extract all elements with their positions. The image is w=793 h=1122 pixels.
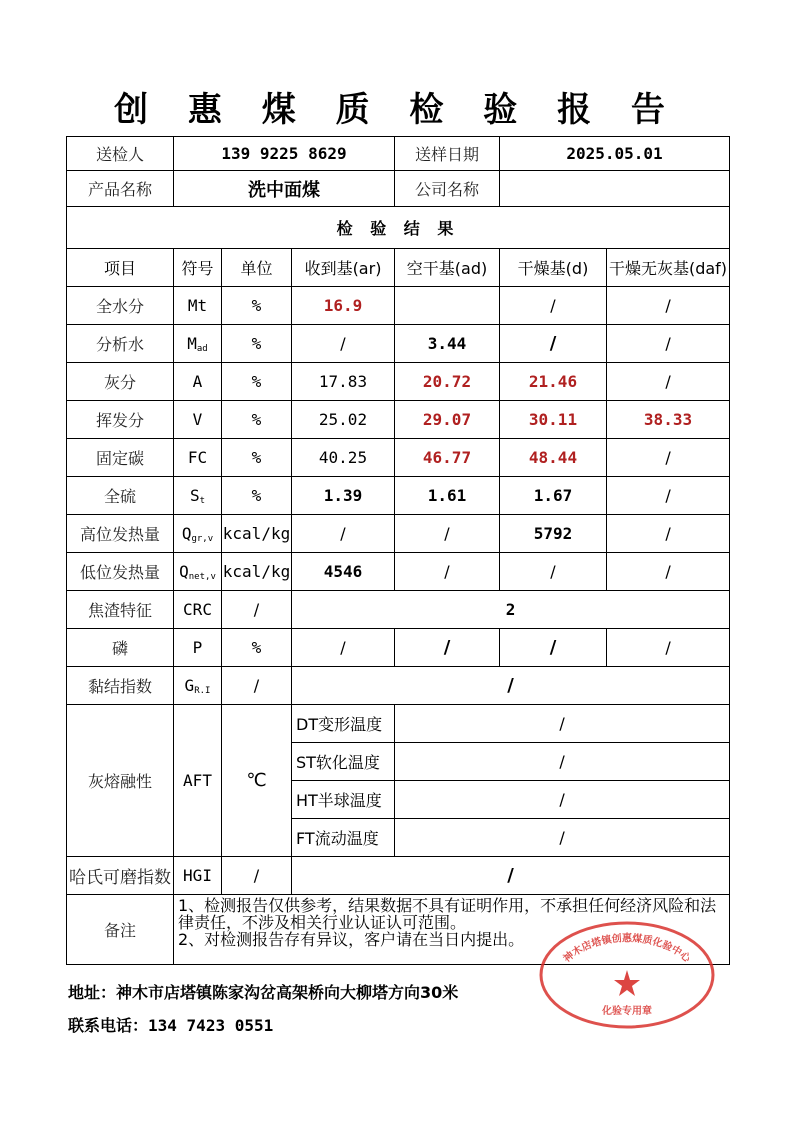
star-icon bbox=[614, 970, 640, 996]
aft-st-label: ST软化温度 bbox=[292, 743, 395, 781]
value-d: 1.67 bbox=[500, 477, 607, 515]
item-name: 磷 bbox=[67, 629, 174, 667]
value-daf: 38.33 bbox=[607, 401, 730, 439]
aft-dt-label: DT变形温度 bbox=[292, 705, 395, 743]
item-unit: % bbox=[222, 401, 292, 439]
row-aft-dt bbox=[67, 705, 730, 743]
value-ar: 16.9 bbox=[292, 287, 395, 325]
aft-st-value: / bbox=[395, 743, 730, 781]
value-d: 5792 bbox=[500, 515, 607, 553]
item-symbol: $Q_{gr,v}$ bbox=[174, 515, 222, 553]
row-gri bbox=[67, 667, 730, 705]
item-unit: % bbox=[222, 477, 292, 515]
value-ar: / bbox=[292, 325, 395, 363]
results-title: 检 验 结 果 bbox=[67, 207, 730, 249]
value-d: / bbox=[500, 325, 607, 363]
aft-ht-value: / bbox=[395, 781, 730, 819]
row-volatile bbox=[67, 401, 730, 439]
item-symbol: A bbox=[174, 363, 222, 401]
notes-line-2: 2、对检测报告存有异议，客户请在当日内提出。 bbox=[178, 930, 525, 949]
value-ar: / bbox=[292, 515, 395, 553]
date-label: 送样日期 bbox=[395, 137, 500, 171]
row-net-calorific bbox=[67, 553, 730, 591]
item-unit: ℃ bbox=[222, 705, 292, 857]
value-ar: 40.25 bbox=[292, 439, 395, 477]
value-daf: / bbox=[607, 325, 730, 363]
header-row-product bbox=[67, 171, 730, 207]
product-value: 洗中面煤 bbox=[174, 171, 395, 207]
value-merged: / bbox=[292, 667, 730, 705]
value-daf: / bbox=[607, 553, 730, 591]
item-name: 全硫 bbox=[67, 477, 174, 515]
item-unit: % bbox=[222, 287, 292, 325]
item-unit: kcal/kg bbox=[222, 515, 292, 553]
item-symbol: $G_{R.I}$ bbox=[174, 667, 222, 705]
product-label: 产品名称 bbox=[67, 171, 174, 207]
value-ad: 20.72 bbox=[395, 363, 500, 401]
item-name: 灰分 bbox=[67, 363, 174, 401]
value-ad bbox=[395, 287, 500, 325]
aft-ht-label: HT半球温度 bbox=[292, 781, 395, 819]
item-unit: / bbox=[222, 667, 292, 705]
value-d: / bbox=[500, 629, 607, 667]
item-symbol: $Q_{net,v}$ bbox=[174, 553, 222, 591]
item-symbol: $S_t$ bbox=[174, 477, 222, 515]
item-name: 黏结指数 bbox=[67, 667, 174, 705]
value-daf: / bbox=[607, 515, 730, 553]
row-phosphorus bbox=[67, 629, 730, 667]
value-d: / bbox=[500, 553, 607, 591]
item-unit: % bbox=[222, 363, 292, 401]
value-d: 48.44 bbox=[500, 439, 607, 477]
svg-text:神木店塔镇创惠煤质化验中心 bbox=[560, 931, 694, 965]
value-d: 30.11 bbox=[500, 401, 607, 439]
item-symbol: CRC bbox=[174, 591, 222, 629]
official-stamp bbox=[538, 920, 716, 1030]
value-daf: / bbox=[607, 477, 730, 515]
header-row-submitter bbox=[67, 137, 730, 171]
date-value: 2025.05.01 bbox=[500, 137, 730, 171]
value-ad: / bbox=[395, 629, 500, 667]
company-label: 公司名称 bbox=[395, 171, 500, 207]
aft-ft-value: / bbox=[395, 819, 730, 857]
notes-label: 备注 bbox=[67, 895, 174, 965]
value-ar: 17.83 bbox=[292, 363, 395, 401]
phone-value: 134 7423 0551 bbox=[148, 1016, 274, 1035]
value-ad: 29.07 bbox=[395, 401, 500, 439]
submitter-label: 送检人 bbox=[67, 137, 174, 171]
col-daf: 干燥无灰基(daf) bbox=[607, 249, 730, 287]
aft-ft-label: FT流动温度 bbox=[292, 819, 395, 857]
value-merged: / bbox=[292, 857, 730, 895]
row-hgi bbox=[67, 857, 730, 895]
item-name: 高位发热量 bbox=[67, 515, 174, 553]
col-unit: 单位 bbox=[222, 249, 292, 287]
col-ad: 空干基(ad) bbox=[395, 249, 500, 287]
item-name: 灰熔融性 bbox=[67, 705, 174, 857]
item-name: 低位发热量 bbox=[67, 553, 174, 591]
row-ash bbox=[67, 363, 730, 401]
item-unit: / bbox=[222, 591, 292, 629]
value-ad: / bbox=[395, 515, 500, 553]
value-ad: / bbox=[395, 553, 500, 591]
value-ad: 46.77 bbox=[395, 439, 500, 477]
item-name: 固定碳 bbox=[67, 439, 174, 477]
item-symbol: Mt bbox=[174, 287, 222, 325]
item-unit: % bbox=[222, 439, 292, 477]
item-name: 哈氏可磨指数 bbox=[67, 857, 174, 895]
stamp-arc-text: 神木店塔镇创惠煤质化验中心 bbox=[561, 933, 693, 965]
stamp-bottom-text: 化验专用章 bbox=[602, 1006, 652, 1017]
col-d: 干燥基(d) bbox=[500, 249, 607, 287]
value-ar: 25.02 bbox=[292, 401, 395, 439]
item-symbol: AFT bbox=[174, 705, 222, 857]
footer-address: 地址：神木市店塔镇陈家沟岔高架桥向大柳塔方向30米 bbox=[68, 983, 459, 1002]
company-value bbox=[500, 171, 730, 207]
value-daf: / bbox=[607, 363, 730, 401]
item-name: 全水分 bbox=[67, 287, 174, 325]
col-item: 项目 bbox=[67, 249, 174, 287]
report-table bbox=[66, 136, 730, 965]
item-symbol: V bbox=[174, 401, 222, 439]
value-daf: / bbox=[607, 629, 730, 667]
item-name: 挥发分 bbox=[67, 401, 174, 439]
item-symbol: $M_{ad}$ bbox=[174, 325, 222, 363]
value-d: / bbox=[500, 287, 607, 325]
item-unit: % bbox=[222, 325, 292, 363]
value-daf: / bbox=[607, 439, 730, 477]
report-title: 创 惠 煤 质 检 验 报 告 bbox=[114, 90, 679, 130]
col-ar: 收到基(ar) bbox=[292, 249, 395, 287]
row-total-sulfur bbox=[67, 477, 730, 515]
item-name: 焦渣特征 bbox=[67, 591, 174, 629]
column-header-row bbox=[67, 249, 730, 287]
notes-line-1: 1、检测报告仅供参考，结果数据不具有证明作用，不承担任何经济风险和法律责任，不涉及相关行业认证认可范围。 bbox=[178, 896, 717, 932]
item-symbol: P bbox=[174, 629, 222, 667]
value-d: 21.46 bbox=[500, 363, 607, 401]
phone-label: 联系电话： bbox=[68, 1016, 149, 1035]
value-ar: / bbox=[292, 629, 395, 667]
aft-dt-value: / bbox=[395, 705, 730, 743]
value-ar: 1.39 bbox=[292, 477, 395, 515]
item-unit: / bbox=[222, 857, 292, 895]
item-unit: kcal/kg bbox=[222, 553, 292, 591]
value-ar: 4546 bbox=[292, 553, 395, 591]
col-symbol: 符号 bbox=[174, 249, 222, 287]
item-symbol: FC bbox=[174, 439, 222, 477]
row-fixed-carbon bbox=[67, 439, 730, 477]
value-daf: / bbox=[607, 287, 730, 325]
item-name: 分析水 bbox=[67, 325, 174, 363]
item-unit: % bbox=[222, 629, 292, 667]
value-ad: 3.44 bbox=[395, 325, 500, 363]
row-gross-calorific bbox=[67, 515, 730, 553]
row-analysis-moisture bbox=[67, 325, 730, 363]
item-symbol: HGI bbox=[174, 857, 222, 895]
submitter-value: 139 9225 8629 bbox=[174, 137, 395, 171]
value-ad: 1.61 bbox=[395, 477, 500, 515]
row-total-moisture bbox=[67, 287, 730, 325]
value-merged: 2 bbox=[292, 591, 730, 629]
footer-phone bbox=[68, 1013, 273, 1036]
row-crc bbox=[67, 591, 730, 629]
